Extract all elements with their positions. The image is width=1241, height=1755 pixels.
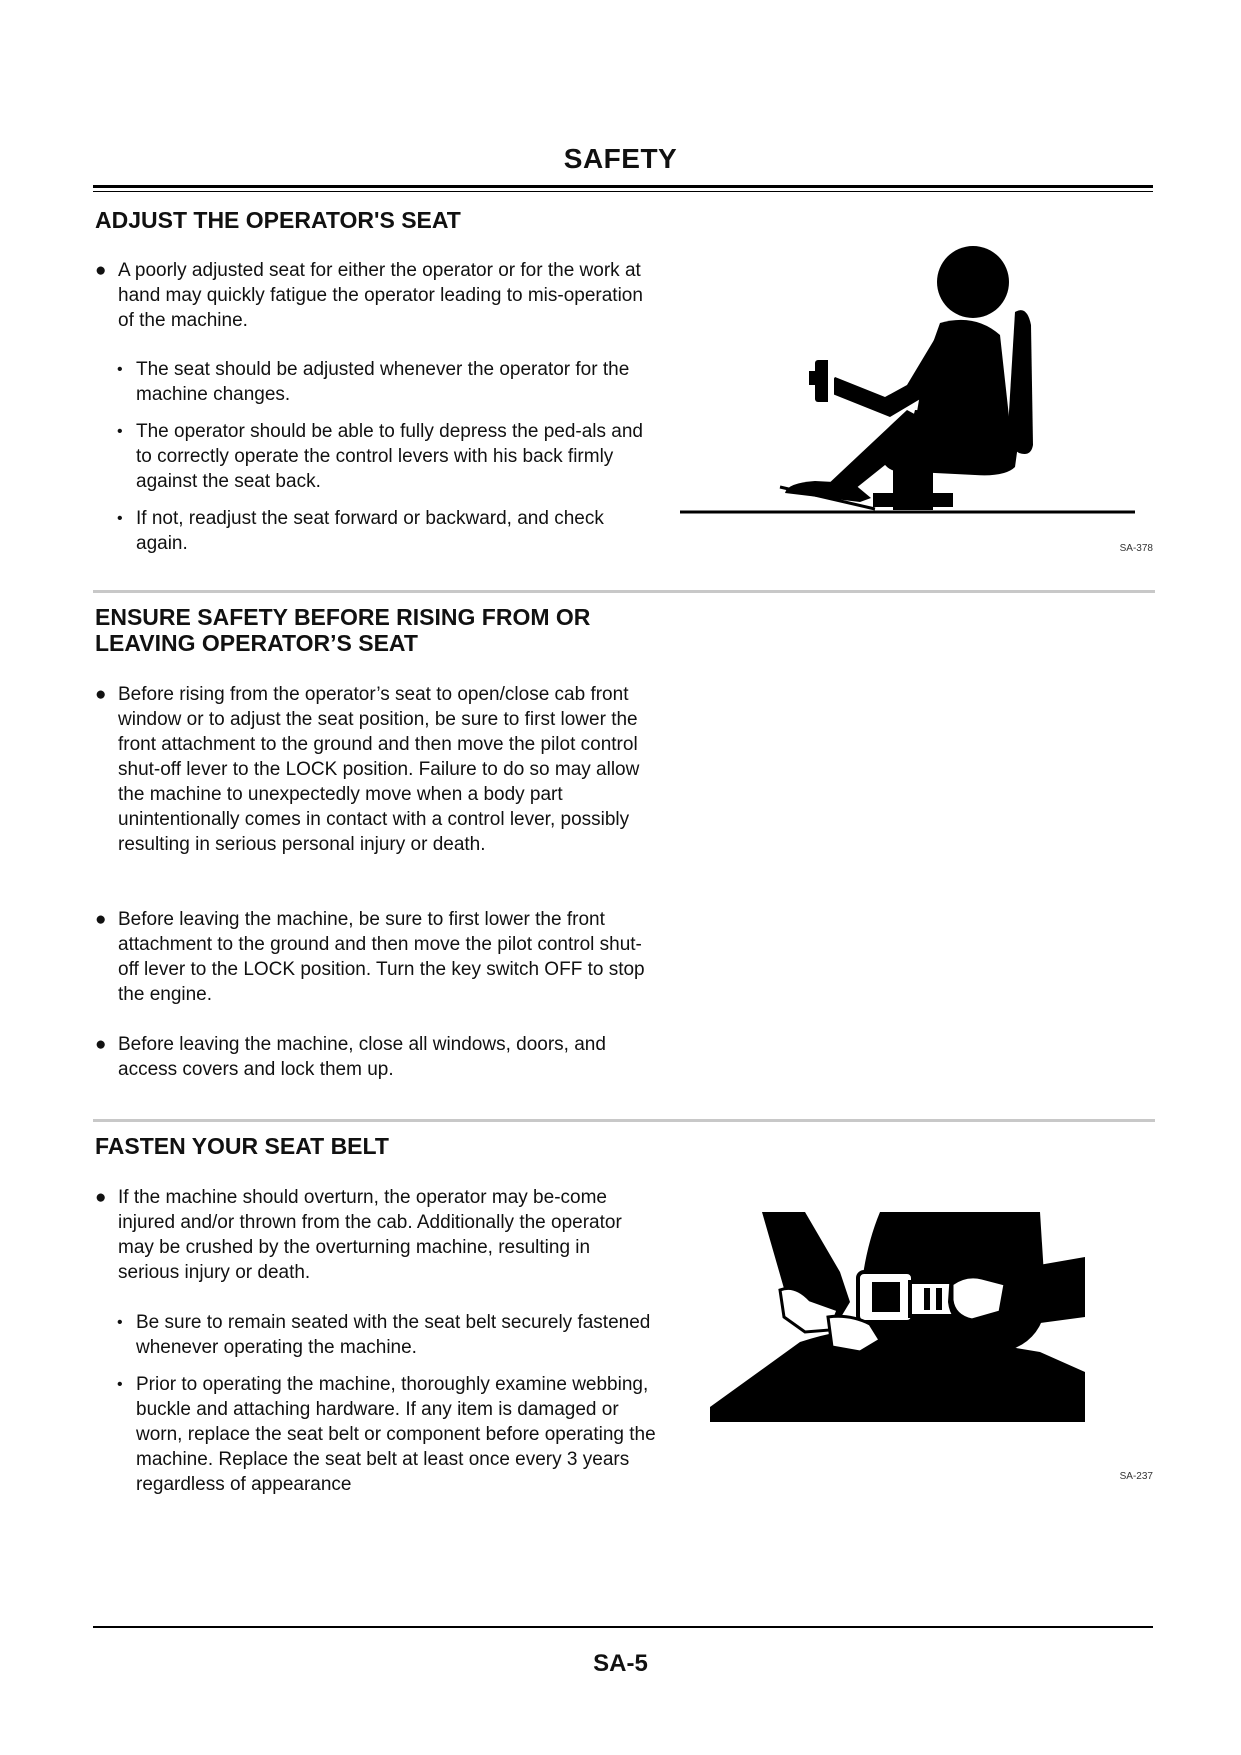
- page-number: SA-5: [593, 1650, 648, 1677]
- sub-bullet-icon: •: [117, 361, 123, 378]
- list-item: ● Before leaving the machine, be sure to first lower the front attachment to the ground and then move the pilot control shut-off lever to the LOCK position. Turn the key switch OFF to stop the engine.: [95, 909, 645, 1005]
- list-item: ● A poorly adjusted seat for either the operator or for the work at hand may quickly fatigue the operator leading to mis-operation of the machine.: [95, 260, 643, 331]
- header-rule: [93, 185, 1153, 188]
- sub-list-item: • The seat should be adjusted whenever the operator for the machine changes.: [117, 359, 630, 405]
- sub-bullet-icon: •: [117, 423, 123, 440]
- sub-list-item: • Prior to operating the machine, thoroughly examine webbing, buckle and attaching hardware. If any item is damaged or worn, replace the seat belt or component before operating the machine. Replace the seat belt at least once every 3 years regardless of appearance: [117, 1374, 656, 1495]
- sub-list-item: • Be sure to remain seated with the seat belt securely fastened whenever operating the machine.: [117, 1312, 651, 1358]
- bullet-icon: ●: [95, 1034, 107, 1055]
- sub-bullet-icon: •: [117, 1376, 123, 1393]
- bullet-icon: ●: [95, 1187, 107, 1208]
- section-divider: [93, 590, 1155, 593]
- section-heading-seat-belt: FASTEN YOUR SEAT BELT: [95, 1133, 389, 1159]
- list-item: ● Before leaving the machine, close all windows, doors, and access covers and lock them up.: [95, 1034, 606, 1080]
- figure-code: SA-237: [1119, 1471, 1153, 1482]
- header-rule-thin: [93, 191, 1153, 192]
- seated-operator-icon: [675, 245, 1145, 520]
- section-heading-ensure-safety: ENSURE SAFETY BEFORE RISING FROM OR LEAVING OPERATOR’S SEAT: [95, 604, 591, 656]
- page-title: SAFETY: [563, 143, 678, 174]
- footer-rule: [93, 1626, 1153, 1628]
- list-item: ● If the machine should overturn, the operator may be-come injured and/or thrown from the cab. Additionally the operator may be crushed by the overturning machine, resulting in serious injury or death.: [95, 1187, 622, 1283]
- seat-belt-buckle-icon: [710, 1212, 1095, 1422]
- list-item: ● Before rising from the operator’s seat to open/close cab front window or to adjust the seat position, be sure to first lower the front attachment to the ground and then move the pilot control shut-off lever to the LOCK position. Failure to do so may allow the machine to unexpectedly move when a body part unintentionally comes in contact with a control lever, possibly resulting in serious personal injury or death.: [95, 684, 640, 855]
- sub-bullet-icon: •: [117, 1314, 123, 1331]
- sub-list-item: • If not, readjust the seat forward or backward, and check again.: [117, 508, 604, 554]
- section-heading-adjust-seat: ADJUST THE OPERATOR'S SEAT: [95, 207, 461, 233]
- sub-bullet-icon: •: [117, 510, 123, 527]
- section-divider: [93, 1119, 1155, 1122]
- bullet-icon: ●: [95, 684, 107, 705]
- bullet-icon: ●: [95, 260, 107, 281]
- figure-code: SA-378: [1119, 543, 1153, 554]
- bullet-icon: ●: [95, 909, 107, 930]
- sub-list-item: • The operator should be able to fully depress the ped-als and to correctly operate the control levers with his back firmly against the seat back.: [117, 421, 643, 492]
